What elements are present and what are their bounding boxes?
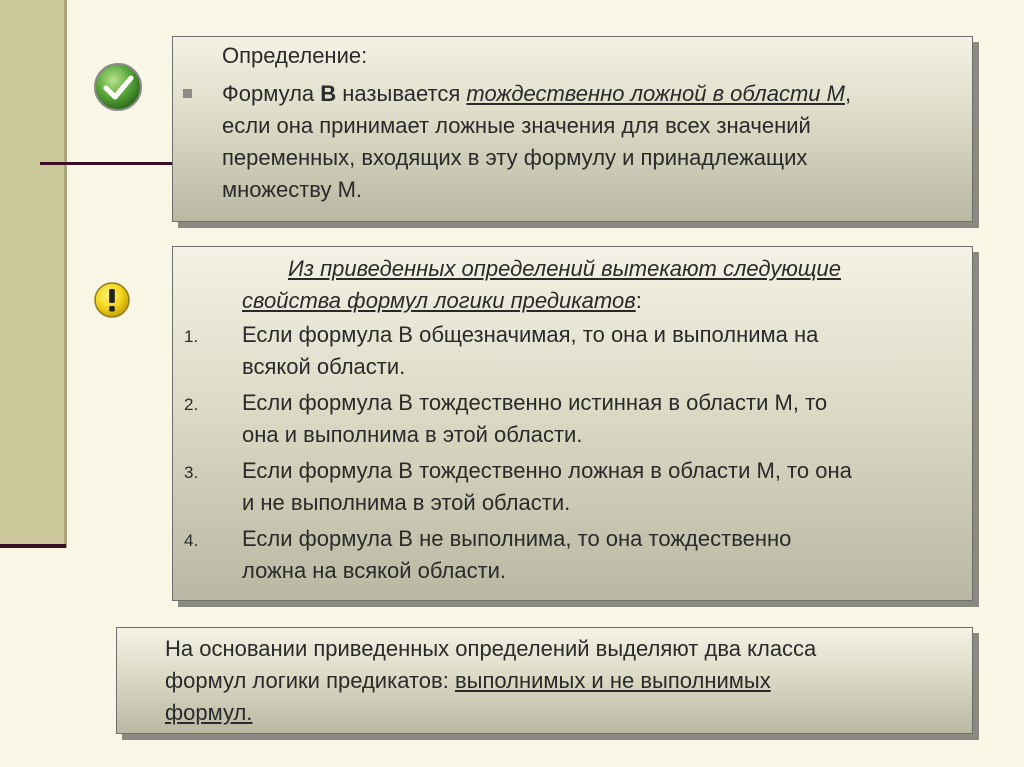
list-number: 4. [184,531,199,550]
definition-line-2: если она принимает ложные значения для всех значений [222,113,811,138]
properties-intro-line-1: Из приведенных определений вытекают следующие [288,256,841,281]
property-2-line-2: она и выполнима в этой области. [242,422,583,447]
properties-intro-line-2: свойства формул логики предикатов: [242,288,642,313]
exclamation-warning-icon [93,281,131,319]
property-3-line-2: и не выполнима в этой области. [242,490,571,515]
classes-term: выполнимых и не выполнимых [454,668,771,693]
classification-line-1: На основании приведенных определений выделяют два класса [165,636,817,661]
left-decorative-stripe [0,0,64,548]
property-4-line-2: ложна на всякой области. [242,558,507,583]
bottom-rule-line [0,544,66,548]
list-number: 1. [184,327,199,346]
check-icon [92,61,144,113]
property-1-line-2: всякой области. [242,354,406,379]
property-1-line-1: Если формула В общезначимая, то она и выполнима на [242,322,819,347]
property-3-line-1: Если формула В тождественно ложная в области М, то она [242,458,852,483]
property-4-line-1: Если формула В не выполнима, то она тождественно [242,526,792,551]
square-bullet-icon [183,89,192,98]
definition-heading: Определение: [222,43,368,68]
defined-term: тождественно ложной в области М [466,81,845,106]
property-2-line-1: Если формула В тождественно истинная в области М, то [242,390,828,415]
left-stripe-edge [64,0,67,548]
classification-line-3: формул. [165,700,253,725]
definition-line-4: множеству М. [222,177,363,202]
definition-line-3: переменных, входящих в эту формулу и принадлежащих [222,145,808,170]
definition-line-1: Формула В называется тождественно ложной в области М, [222,81,852,106]
classification-line-2: формул логики предикатов: выполнимых и не выполнимых [165,668,771,693]
list-number: 2. [184,395,199,414]
list-number: 3. [184,463,199,482]
